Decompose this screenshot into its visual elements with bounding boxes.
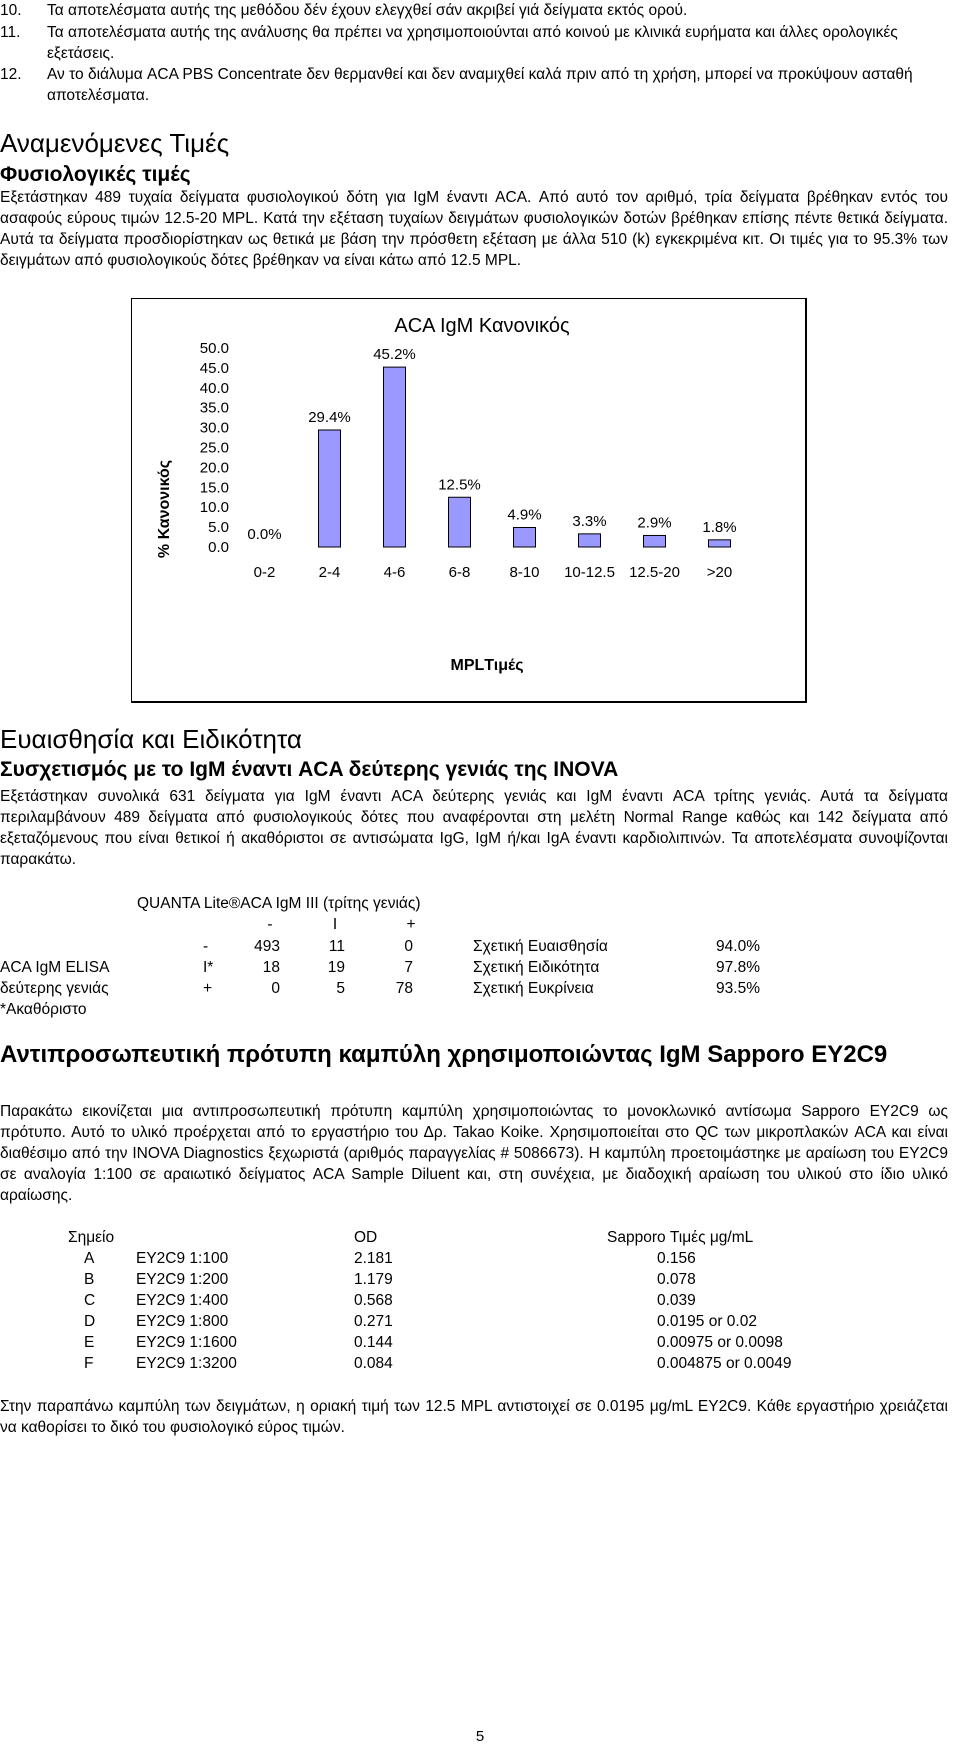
list-item-text: Αν το διάλυμα ACA PBS Concentrate δεν θερμανθεί και δεν αναμιχθεί καλά πριν από τη χρήση, μπορεί να προκύψουν ασταθή αποτελέσματα. xyxy=(47,66,913,104)
y-tick-label: 15.0 xyxy=(199,479,229,497)
y-tick-label: 30.0 xyxy=(199,419,229,437)
table-cell: 0.0195 or 0.02 xyxy=(657,1313,757,1330)
chart-x-axis-label: MPLΤιμές xyxy=(450,657,524,674)
table-column-header: + xyxy=(406,916,416,933)
expected-values-heading: Αναμενόμενες Τιμές xyxy=(0,128,230,158)
data-label: 2.9% xyxy=(637,514,672,532)
y-tick-label: 0.0 xyxy=(208,539,229,556)
table-cell: 2.181 xyxy=(354,1250,393,1267)
data-label: 29.4% xyxy=(308,408,351,426)
closing-paragraph: Στην παραπάνω καμπύλη των δειγμάτων, η οριακή τιμή των 12.5 MPL αντιστοιχεί σε 0.0195 μg/mL EY2C9. Κάθε εργαστήριο χρειάζεται να καθορίσει το δικό του φυσιολογικό εύρος τιμών. xyxy=(0,1398,948,1436)
table-cell: EY2C9 1:800 xyxy=(136,1313,229,1330)
table-cell: 1.179 xyxy=(354,1271,393,1288)
table-column-header: Sapporo Τιμές μg/mL xyxy=(607,1229,754,1246)
table-column-header: Σημείο xyxy=(68,1229,115,1246)
bar xyxy=(449,497,471,547)
table-cell: 493 xyxy=(254,938,280,955)
table-cell: D xyxy=(84,1313,96,1330)
list-item-number: 12. xyxy=(0,66,22,83)
table-cell: A xyxy=(84,1250,95,1267)
x-tick-label: 4-6 xyxy=(383,564,406,581)
table-cell: 0.078 xyxy=(657,1271,696,1288)
table-cell: 0 xyxy=(404,938,413,955)
list-item-number: 10. xyxy=(0,2,22,19)
table-row-label: - xyxy=(203,938,209,955)
data-label: 45.2% xyxy=(373,346,416,364)
y-tick-label: 50.0 xyxy=(199,340,229,357)
standard-curve-table xyxy=(0,1227,948,1377)
table-cell: EY2C9 1:200 xyxy=(136,1271,229,1288)
list-item-number: 11. xyxy=(0,24,21,41)
x-tick-label: 2-4 xyxy=(318,564,341,581)
table-stat-value: 94.0% xyxy=(716,938,760,955)
x-tick-label: 10-12.5 xyxy=(564,564,615,581)
table-column-group-label: QUANTA Lite®ACA IgM III (τρίτης γενιάς) xyxy=(137,895,421,912)
y-tick-label: 20.0 xyxy=(199,459,229,477)
bar xyxy=(384,367,406,547)
table-cell: 0.144 xyxy=(354,1334,393,1351)
table-cell: 7 xyxy=(404,959,413,976)
standard-curve-paragraph: Παρακάτω εικονίζεται μια αντιπροσωπευτική πρότυπη καμπύλη χρησιμοποιώντας το μονοκλωνικό αντίσωμα Sapporo EY2C9 ως πρότυπο. Αυτό το υλικό προέρχεται από το εργαστήριο του Δρ. Takao Koike. Χρησιμοποιείται στο QC των μικροπλακών ACA και είναι διαθέσιμο από την INOVA Diagnostics ξεχωριστά (αριθμός παραγγελίας # 5086673). Η καμπύλη προετοιμάστηκε με αραίωση του EY2C9 σε αναλογία 1:100 σε αραιωτικό δείγματος ACA Sample Diluent και, στη συνέχεια, με διαδοχική αραίωση του υλικού στο ίδιο υλικό αραίωσης. xyxy=(0,1103,948,1204)
table-stat-value: 93.5% xyxy=(716,980,760,997)
table-stat-label: Σχετική Ευκρίνεια xyxy=(473,980,594,997)
bar xyxy=(579,534,601,547)
x-tick-label: 6-8 xyxy=(448,564,471,581)
standard-curve-heading: Αντιπροσωπευτική πρότυπη καμπύλη χρησιμοποιώντας IgM Sapporo EY2C9 xyxy=(0,1041,888,1068)
y-tick-label: 5.0 xyxy=(208,519,229,537)
x-tick-label: 12.5-20 xyxy=(629,564,680,581)
y-tick-label: 35.0 xyxy=(199,399,229,417)
y-tick-label: 40.0 xyxy=(199,379,229,397)
table-cell: 0.084 xyxy=(354,1355,393,1372)
normal-values-subheading: Φυσιολογικές τιμές xyxy=(0,163,191,186)
table-cell: EY2C9 1:100 xyxy=(136,1250,229,1267)
table-stat-value: 97.8% xyxy=(716,959,760,976)
table-stat-label: Σχετική Ειδικότητα xyxy=(473,959,600,976)
table-cell: 19 xyxy=(327,959,345,976)
table-cell: E xyxy=(84,1334,95,1351)
table-cell: 0.568 xyxy=(354,1292,393,1309)
x-tick-label: >20 xyxy=(706,564,733,581)
chart-y-axis-label: % Κανονικός xyxy=(156,459,173,559)
chart-title: ACA IgM Κανονικός xyxy=(394,315,570,337)
table-cell: 0.039 xyxy=(657,1292,696,1309)
table-column-header: I xyxy=(332,916,338,933)
table-cell: 5 xyxy=(336,980,345,997)
page-number: 5 xyxy=(475,1728,485,1745)
y-tick-label: 45.0 xyxy=(199,359,229,377)
correlation-subheading: Συσχετισμός με το IgM έναντι ACA δεύτερης γενιάς της INOVA xyxy=(0,758,619,781)
table-cell: C xyxy=(84,1292,96,1309)
data-label: 3.3% xyxy=(572,512,607,530)
table-row-label: I* xyxy=(203,959,214,976)
bar xyxy=(319,430,341,547)
bar xyxy=(644,535,666,547)
table-row-group-label: ACA IgM ELISA xyxy=(0,959,110,976)
x-tick-label: 8-10 xyxy=(509,564,540,581)
table-column-header: - xyxy=(267,916,273,933)
list-item-text: Τα αποτελέσματα αυτής της ανάλυσης θα πρέπει να χρησιμοποιούνται από κοινού με κλινικά ευρήματα και άλλες ορολογικές εξετάσεις. xyxy=(47,24,898,62)
table-stat-label: Σχετική Ευαισθησία xyxy=(473,938,608,955)
table-cell: EY2C9 1:3200 xyxy=(136,1355,237,1372)
bar xyxy=(514,527,536,547)
table-cell: 0.00975 or 0.0098 xyxy=(657,1334,783,1351)
table-row-group-label: δεύτερης γενιάς xyxy=(0,980,109,997)
sensitivity-heading: Ευαισθησία και Ειδικότητα xyxy=(0,724,302,754)
table-cell: 0.004875 or 0.0049 xyxy=(657,1355,792,1372)
table-cell: 18 xyxy=(262,959,280,976)
table-cell: 0.156 xyxy=(657,1250,696,1267)
table-cell: 78 xyxy=(395,980,413,997)
y-tick-label: 25.0 xyxy=(199,439,229,457)
sensitivity-paragraph: Εξετάστηκαν συνολικά 631 δείγματα για IgM έναντι ACA δεύτερης γενιάς και IgM έναντι ACA τρίτης γενιάς. Αυτά τα δείγματα περιλαμβάνουν 489 δείγματα από φυσιολογικούς δότες που αναφέρονται στη μελέτη Normal Range καθώς και 142 δείγματα από εξεταζόμενους που είναι θετικοί ή ακαθόριστοι σε αντισώματα IgG, IgM ή/και IgA έναντι καρδιολιπινών. Τα αποτελέσματα συνοψίζονται παρακάτω. xyxy=(0,788,948,868)
data-label: 0.0% xyxy=(247,526,282,543)
table-cell: 11 xyxy=(328,938,345,955)
normal-values-paragraph: Εξετάστηκαν 489 τυχαία δείγματα φυσιολογικού δότη για IgM έναντι ACA. Από αυτό τον αριθμό, τρία δείγματα βρέθηκαν εντός του ασαφούς εύρους τιμών 12.5-20 MPL. Κατά την εξέταση τυχαίων δειγμάτων φυσιολογικών δοτών βρέθηκαν επίσης πέντε θετικά δείγματα. Αυτά τα δείγματα προσδιορίστηκαν ως θετικά με βάση την πρόσθετη εξέταση με άλλα 510 (k) εγκεκριμένα κιτ. Οι τιμές για το 95.3% των δειγμάτων από φυσιολογικούς δότες βρέθηκαν να είναι κάτω από 12.5 MPL. xyxy=(0,189,948,269)
table-cell: 0 xyxy=(271,980,280,997)
correlation-table xyxy=(0,893,948,1028)
table-column-header: OD xyxy=(354,1229,378,1246)
list-item-text: Τα αποτελέσματα αυτής της μεθόδου δέν έχουν ελεγχθεί σάν ακριβεί γιά δείγματα εκτός ορού. xyxy=(47,2,688,19)
x-tick-label: 0-2 xyxy=(253,564,276,581)
data-label: 12.5% xyxy=(438,476,481,494)
data-label: 4.9% xyxy=(507,506,542,524)
bar xyxy=(709,540,731,547)
table-row-label: + xyxy=(203,980,213,997)
y-tick-label: 10.0 xyxy=(199,499,229,517)
table-cell: EY2C9 1:1600 xyxy=(136,1334,237,1351)
table-cell: F xyxy=(84,1355,94,1372)
table-cell: EY2C9 1:400 xyxy=(136,1292,229,1309)
bar-chart xyxy=(132,299,805,701)
table-cell: 0.271 xyxy=(354,1313,393,1330)
table-footnote: *Ακαθόριστο xyxy=(0,1001,87,1018)
table-cell: B xyxy=(84,1271,95,1288)
chart-frame xyxy=(131,298,807,703)
data-label: 1.8% xyxy=(702,518,737,536)
